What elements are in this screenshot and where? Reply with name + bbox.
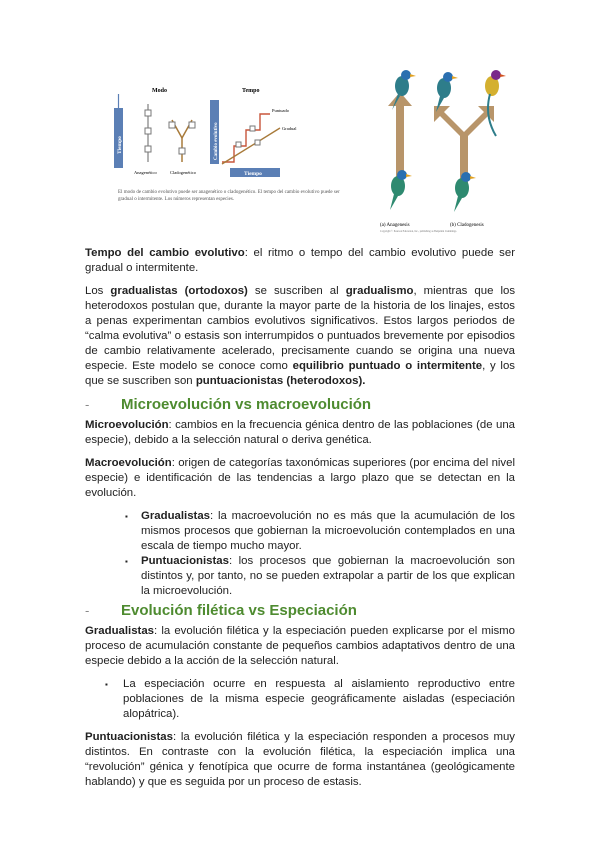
anagenesis-arrow [388, 92, 412, 178]
label-cladogenesis: (b) Cladogenesis [450, 223, 484, 228]
species-marker [255, 140, 260, 145]
term-gradualistas: Gradualistas [85, 625, 155, 637]
bird-icon [454, 172, 476, 212]
species-marker [250, 126, 255, 131]
list-item [85, 509, 515, 554]
list-item [85, 677, 515, 722]
species-marker [236, 142, 241, 147]
tiempo-axis-label: Tiempo [117, 136, 123, 154]
species-marker [179, 148, 185, 154]
label-anagenesis: (a) Anagenesis [380, 223, 410, 228]
text: : cambios en la frecuencia génica dentro de las poblaciones (de una especie), debido a la selección natural o deriva genética. [85, 419, 515, 446]
term-equilibrio: equilibrio puntuado o intermitente [292, 360, 483, 372]
text: : los procesos que gobiernan la macroevolución son distintos y, por tanto, no se pueden extrapolar a partir de los que explican la microevolución. [141, 555, 515, 597]
bullet: ▪ [125, 557, 128, 566]
bird-speciation-figure [378, 66, 526, 234]
term-puntuacionistas: puntuacionistas (heterodoxos). [195, 375, 366, 387]
gradual-label: Gradual [282, 126, 297, 131]
paragraph-puntuacionistas-2 [85, 730, 515, 790]
text: Los [85, 285, 111, 297]
species-marker [145, 146, 151, 152]
bird-icon [485, 70, 506, 136]
heading-text: Microevolución vs macroevolución [121, 396, 372, 413]
paragraph-gradualistas-2 [85, 624, 515, 669]
term-puntuacionistas: Puntuacionistas [85, 731, 173, 743]
text: se suscriben al [247, 285, 346, 297]
paragraph-tempo [85, 246, 515, 276]
heading-dash: - [85, 397, 90, 412]
heading-text: Evolución filética vs Especiación [121, 602, 357, 619]
tempo-label: Tempo [242, 88, 260, 94]
text: , y los que se suscriben son [85, 360, 515, 387]
term-microevolucion: Microevolución [85, 419, 169, 431]
list-item [85, 554, 515, 599]
heading-micro-macro [85, 397, 515, 412]
bird-icon [390, 170, 412, 210]
term-tempo: Tempo del cambio evolutivo [85, 247, 245, 259]
text: : la macroevolución no es más que la acumulación de los mismos procesos que gobiernan la microevolución contemplados en una escala de tiempo mucho mayor. [141, 510, 515, 552]
paragraph-macroevolucion [85, 456, 515, 501]
document-body [85, 246, 515, 798]
modo-label: Modo [152, 88, 167, 94]
text: : la evolución filética y la especiación pueden explicarse por el mismo proceso de acumulación constante de pequeños cambios adaptativos dentro de una especie debido a la acción de la selección natural. [85, 625, 515, 667]
text: La especiación ocurre en respuesta al aislamiento reproductivo entre poblaciones de la misma especie geográficamente aisladas (especiación alopátrica). [123, 678, 515, 720]
figure-caption: El modo de cambio evolutivo puede ser anagenético o cladogenético. El tempo del cambio evolutivo puede ser gradual o intermitente. Los números representan especies. [118, 190, 340, 202]
bullet: ▪ [105, 680, 108, 689]
text: : la evolución filética y la especiación responden a procesos muy distintos. En contraste con la evolución filética, la especiación implica una “revolución” génica y fenotípica que ocurre de forma instantánea (geológicamente hablando) y que es seguida por un proceso de estasis. [85, 731, 515, 788]
cambio-axis-label: Cambio evolutivo [214, 122, 219, 160]
heading-dash: - [85, 603, 90, 618]
paragraph-gradualistas [85, 284, 515, 389]
list-especiacion [85, 677, 515, 722]
cladogenetico-label: Cladogenético [170, 170, 196, 175]
species-marker [169, 122, 175, 128]
anagenetico-label: Anagenético [134, 170, 157, 175]
copyright-note: Copyright © Pearson Education, Inc., publishing as Benjamin Cummings. [380, 230, 457, 233]
species-marker [189, 122, 195, 128]
text: : origen de categorías taxonómicas superiores (por encima del nivel especie) e identificación de las tendencias a largo plazo que se detectan en la evolución. [85, 457, 515, 499]
paragraph-microevolucion [85, 418, 515, 448]
term: Puntuacionistas [141, 555, 229, 567]
list-macro-views [85, 509, 515, 599]
term-gradualistas: gradualistas (ortodoxos) [110, 285, 248, 297]
puntuado-label: Puntuado [272, 108, 290, 113]
gradual-line [222, 128, 280, 164]
term: Gradualistas [141, 510, 211, 522]
cladogenesis-arrow [434, 106, 494, 184]
heading-filetica-especiacion [85, 603, 515, 618]
text: , mientras que los heterodoxos postulan que, durante la mayor parte de la historia de los linajes, estos a penas experimentan cambios evolutivos significativos. Estos largos periodos de “calma evolutiva” o estasis son interrumpidos o puntuados brevemente por episodios de cambio relativamente acelerado, precisamente cuando se origina una nueva especie. Este modelo se conoce como [85, 285, 516, 372]
term-macroevolucion: Macroevolución [85, 457, 172, 469]
tiempo-x-axis-label: Tiempo [244, 171, 262, 177]
bullet: ▪ [125, 512, 128, 521]
species-marker [145, 128, 151, 134]
species-marker [145, 110, 151, 116]
term-gradualismo: gradualismo [345, 285, 414, 297]
text: : el ritmo o tempo del cambio evolutivo puede ser gradual o intermitente. [85, 247, 515, 274]
